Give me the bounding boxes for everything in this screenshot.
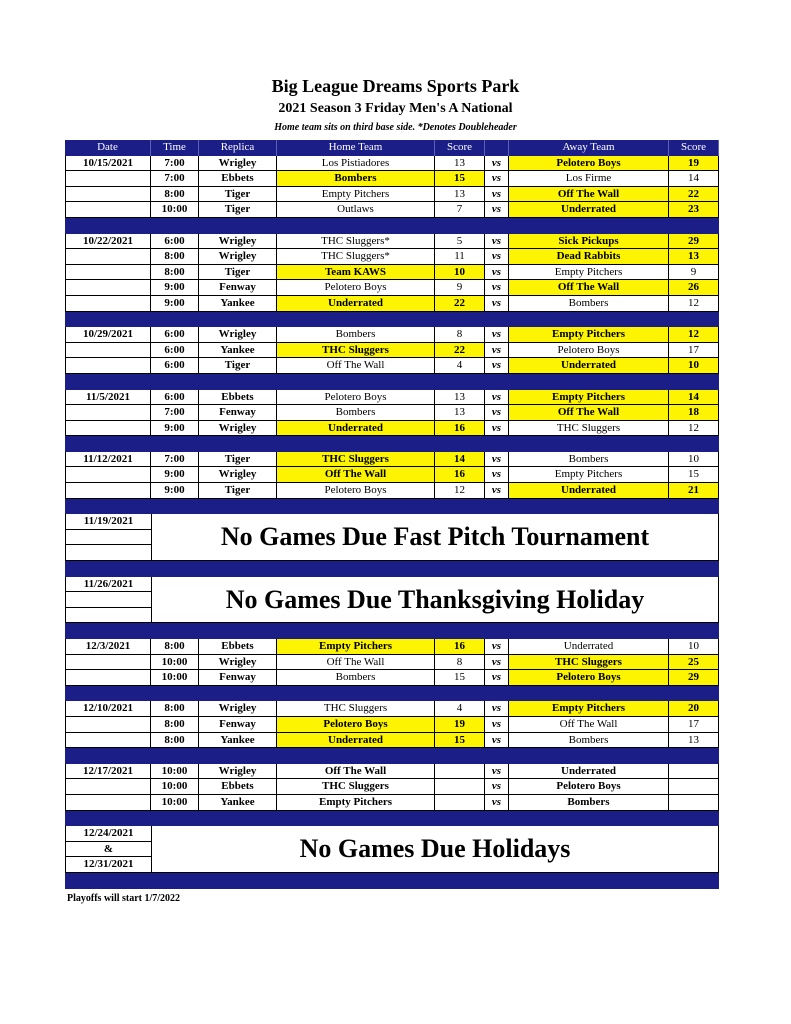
away-score-cell: 12 [669,296,719,312]
vs-label: vs [485,733,509,749]
week-separator [65,623,719,639]
replica-cell: Ebbets [199,390,277,406]
replica-cell: Tiger [199,483,277,499]
home-team-cell: Empty Pitchers [277,639,435,655]
date-cell: 12/10/2021 [65,701,151,717]
home-score-cell: 7 [435,202,485,218]
vs-label: vs [485,670,509,686]
week-separator [65,218,719,234]
away-team-cell: Underrated [509,358,669,374]
schedule-table [65,140,719,889]
time-cell: 6:00 [151,358,199,374]
replica-cell: Wrigley [199,156,277,172]
home-team-cell: THC Sluggers [277,779,435,795]
game-row [65,296,719,312]
away-team-cell: THC Sluggers [509,421,669,437]
time-cell: 6:00 [151,390,199,406]
home-score-cell: 4 [435,358,485,374]
replica-cell: Yankee [199,343,277,359]
time-cell: 10:00 [151,202,199,218]
replica-cell: Wrigley [199,467,277,483]
away-team-cell: Los Firme [509,171,669,187]
vs-label: vs [485,280,509,296]
game-row [65,249,719,265]
game-row [65,343,719,359]
home-team-cell: Off The Wall [277,358,435,374]
date-cell: & [66,842,151,858]
away-score-cell: 17 [669,717,719,733]
vs-label: vs [485,249,509,265]
away-score-cell: 13 [669,249,719,265]
date-cell [65,187,151,203]
home-team-cell: Underrated [277,421,435,437]
time-cell: 10:00 [151,764,199,780]
time-cell: 9:00 [151,467,199,483]
time-cell: 8:00 [151,265,199,281]
time-cell: 9:00 [151,280,199,296]
game-row [65,421,719,437]
away-score-cell: 26 [669,280,719,296]
away-team-cell: Bombers [509,733,669,749]
date-cell: 12/17/2021 [65,764,151,780]
home-team-cell: Off The Wall [277,764,435,780]
no-games-dates [66,514,152,561]
replica-cell: Tiger [199,452,277,468]
away-score-cell: 18 [669,405,719,421]
home-score-cell: 8 [435,327,485,343]
away-team-cell: Pelotero Boys [509,670,669,686]
home-team-cell: Off The Wall [277,467,435,483]
home-score-cell: 13 [435,405,485,421]
date-cell: 11/19/2021 [66,514,151,530]
vs-label: vs [485,358,509,374]
game-row [65,358,719,374]
game-row [65,639,719,655]
away-score-cell: 12 [669,327,719,343]
away-score-cell: 23 [669,202,719,218]
away-score-cell: 9 [669,265,719,281]
replica-cell: Fenway [199,405,277,421]
away-score-cell [669,795,719,811]
date-cell [65,717,151,733]
date-cell [65,249,151,265]
time-cell: 7:00 [151,452,199,468]
time-cell: 6:00 [151,327,199,343]
date-cell [65,296,151,312]
time-cell: 10:00 [151,779,199,795]
no-games-message: No Games Due Thanksgiving Holiday [152,577,718,624]
date-cell: 10/29/2021 [65,327,151,343]
replica-cell: Ebbets [199,779,277,795]
away-team-cell: Empty Pitchers [509,327,669,343]
home-team-cell: Team KAWS [277,265,435,281]
replica-cell: Fenway [199,280,277,296]
vs-label: vs [485,265,509,281]
vs-label: vs [485,296,509,312]
date-cell [65,467,151,483]
home-team-cell: Bombers [277,171,435,187]
home-score-cell: 13 [435,156,485,172]
home-score-cell: 9 [435,280,485,296]
game-row [65,655,719,671]
home-score-cell: 8 [435,655,485,671]
game-row [65,795,719,811]
week-separator [65,499,719,515]
home-score-cell: 19 [435,717,485,733]
away-team-cell: Pelotero Boys [509,779,669,795]
away-team-cell: Sick Pickups [509,234,669,250]
time-cell: 8:00 [151,639,199,655]
vs-label: vs [485,202,509,218]
game-row [65,390,719,406]
date-cell [65,670,151,686]
time-cell: 6:00 [151,234,199,250]
home-score-cell: 12 [435,483,485,499]
time-cell: 7:00 [151,156,199,172]
home-team-cell: Los Pistiadores [277,156,435,172]
vs-label: vs [485,795,509,811]
replica-cell: Tiger [199,187,277,203]
home-team-cell: Pelotero Boys [277,390,435,406]
vs-label: vs [485,655,509,671]
home-team-cell: THC Sluggers* [277,249,435,265]
vs-label: vs [485,467,509,483]
away-team-cell: Pelotero Boys [509,156,669,172]
week-separator [65,374,719,390]
replica-cell: Wrigley [199,234,277,250]
home-team-cell: THC Sluggers [277,452,435,468]
replica-cell: Tiger [199,202,277,218]
no-games-dates [66,577,152,624]
home-team-cell: Pelotero Boys [277,717,435,733]
away-score-cell: 14 [669,390,719,406]
date-cell [65,655,151,671]
date-cell [65,795,151,811]
game-row [65,280,719,296]
away-team-cell: Pelotero Boys [509,343,669,359]
home-score-cell: 16 [435,639,485,655]
vs-label: vs [485,483,509,499]
game-row [65,670,719,686]
game-row [65,701,719,717]
home-score-cell: 15 [435,171,485,187]
game-row [65,779,719,795]
home-team-cell: Pelotero Boys [277,280,435,296]
game-row [65,234,719,250]
replica-cell: Wrigley [199,701,277,717]
replica-cell: Wrigley [199,655,277,671]
away-score-cell: 12 [669,421,719,437]
vs-label: vs [485,779,509,795]
date-cell: 10/22/2021 [65,234,151,250]
home-team-cell: Empty Pitchers [277,795,435,811]
header-home-team: Home Team [277,140,435,156]
page-title: Big League Dreams Sports Park [271,76,520,96]
away-score-cell: 10 [669,358,719,374]
away-score-cell [669,779,719,795]
home-team-cell: Empty Pitchers [277,187,435,203]
vs-label: vs [485,343,509,359]
date-cell: 11/26/2021 [66,577,151,593]
home-score-cell [435,779,485,795]
home-score-cell: 16 [435,421,485,437]
home-score-cell: 11 [435,249,485,265]
schedule-note: Home team sits on third base side. *Denotes Doubleheader [274,122,517,133]
game-row [65,156,719,172]
away-team-cell: Empty Pitchers [509,701,669,717]
date-cell [65,358,151,374]
time-cell: 10:00 [151,795,199,811]
date-cell [65,483,151,499]
away-team-cell: Underrated [509,202,669,218]
header-away-score: Score [669,140,719,156]
away-team-cell: Empty Pitchers [509,390,669,406]
time-cell: 8:00 [151,717,199,733]
away-score-cell [669,764,719,780]
replica-cell: Fenway [199,670,277,686]
away-team-cell: Underrated [509,764,669,780]
away-score-cell: 21 [669,483,719,499]
replica-cell: Yankee [199,795,277,811]
date-cell: 10/15/2021 [65,156,151,172]
time-cell: 8:00 [151,701,199,717]
home-team-cell: THC Sluggers* [277,234,435,250]
away-team-cell: Bombers [509,452,669,468]
game-row [65,467,719,483]
date-cell [65,405,151,421]
date-cell: 12/31/2021 [66,857,151,873]
away-score-cell: 15 [669,467,719,483]
no-games-block [65,577,719,624]
no-games-dates [66,826,152,873]
home-team-cell: Pelotero Boys [277,483,435,499]
vs-label: vs [485,234,509,250]
away-team-cell: Empty Pitchers [509,265,669,281]
header-time: Time [151,140,199,156]
header-vs [485,140,509,156]
away-team-cell: Off The Wall [509,405,669,421]
home-score-cell: 13 [435,187,485,203]
time-cell: 8:00 [151,249,199,265]
home-team-cell: Off The Wall [277,655,435,671]
time-cell: 9:00 [151,421,199,437]
time-cell: 8:00 [151,733,199,749]
vs-label: vs [485,171,509,187]
date-cell [65,265,151,281]
home-team-cell: Underrated [277,296,435,312]
game-row [65,733,719,749]
time-cell: 10:00 [151,655,199,671]
home-score-cell: 16 [435,467,485,483]
header-row [65,140,719,156]
no-games-block [65,514,719,561]
replica-cell: Tiger [199,265,277,281]
vs-label: vs [485,390,509,406]
away-score-cell: 29 [669,670,719,686]
replica-cell: Tiger [199,358,277,374]
away-team-cell: Dead Rabbits [509,249,669,265]
away-score-cell: 14 [669,171,719,187]
replica-cell: Ebbets [199,639,277,655]
game-row [65,483,719,499]
home-team-cell: Underrated [277,733,435,749]
date-cell: 12/24/2021 [66,826,151,842]
vs-label: vs [485,421,509,437]
vs-label: vs [485,717,509,733]
home-score-cell [435,764,485,780]
header-replica: Replica [199,140,277,156]
home-score-cell: 5 [435,234,485,250]
page-subtitle: 2021 Season 3 Friday Men's A National [278,101,513,116]
home-score-cell: 15 [435,733,485,749]
home-score-cell: 22 [435,296,485,312]
replica-cell: Yankee [199,296,277,312]
time-cell: 8:00 [151,187,199,203]
header-date: Date [65,140,151,156]
away-score-cell: 19 [669,156,719,172]
no-games-message: No Games Due Fast Pitch Tournament [152,514,718,561]
replica-cell: Wrigley [199,327,277,343]
time-cell: 7:00 [151,171,199,187]
week-separator [65,748,719,764]
replica-cell: Ebbets [199,171,277,187]
date-cell: 12/3/2021 [65,639,151,655]
home-score-cell [435,795,485,811]
time-cell: 9:00 [151,483,199,499]
home-team-cell: Outlaws [277,202,435,218]
home-team-cell: Bombers [277,327,435,343]
game-row [65,717,719,733]
vs-label: vs [485,405,509,421]
home-team-cell: THC Sluggers [277,343,435,359]
date-cell [65,280,151,296]
header-home-score: Score [435,140,485,156]
week-separator [65,873,719,889]
away-score-cell: 17 [669,343,719,359]
game-row [65,327,719,343]
date-cell: 11/12/2021 [65,452,151,468]
week-separator [65,436,719,452]
date-cell [65,171,151,187]
vs-label: vs [485,187,509,203]
replica-cell: Fenway [199,717,277,733]
date-cell [65,421,151,437]
vs-label: vs [485,764,509,780]
date-cell [65,733,151,749]
away-score-cell: 13 [669,733,719,749]
date-cell [66,530,151,546]
vs-label: vs [485,156,509,172]
vs-label: vs [485,639,509,655]
no-games-block [65,826,719,873]
week-separator [65,561,719,577]
game-row [65,265,719,281]
home-score-cell: 22 [435,343,485,359]
week-separator [65,811,719,827]
home-score-cell: 10 [435,265,485,281]
home-team-cell: THC Sluggers [277,701,435,717]
game-row [65,764,719,780]
home-score-cell: 14 [435,452,485,468]
replica-cell: Yankee [199,733,277,749]
vs-label: vs [485,452,509,468]
time-cell: 10:00 [151,670,199,686]
game-row [65,452,719,468]
home-score-cell: 4 [435,701,485,717]
date-cell [66,608,151,624]
date-cell [65,779,151,795]
away-team-cell: Bombers [509,296,669,312]
away-score-cell: 20 [669,701,719,717]
away-score-cell: 22 [669,187,719,203]
date-cell [65,343,151,359]
away-score-cell: 25 [669,655,719,671]
away-score-cell: 10 [669,639,719,655]
away-team-cell: Underrated [509,639,669,655]
away-team-cell: Off The Wall [509,280,669,296]
home-score-cell: 15 [435,670,485,686]
time-cell: 9:00 [151,296,199,312]
header-away-team: Away Team [509,140,669,156]
week-separator [65,312,719,328]
replica-cell: Wrigley [199,249,277,265]
game-row [65,405,719,421]
date-cell: 11/5/2021 [65,390,151,406]
home-team-cell: Bombers [277,405,435,421]
away-team-cell: Empty Pitchers [509,467,669,483]
away-score-cell: 29 [669,234,719,250]
date-cell [66,592,151,608]
replica-cell: Wrigley [199,421,277,437]
time-cell: 7:00 [151,405,199,421]
date-cell [65,202,151,218]
game-row [65,202,719,218]
no-games-message: No Games Due Holidays [152,826,718,873]
away-team-cell: THC Sluggers [509,655,669,671]
away-team-cell: Off The Wall [509,187,669,203]
away-team-cell: Underrated [509,483,669,499]
week-separator [65,686,719,702]
playoffs-note: Playoffs will start 1/7/2022 [67,893,181,904]
date-cell [66,545,151,561]
vs-label: vs [485,701,509,717]
away-team-cell: Bombers [509,795,669,811]
away-score-cell: 10 [669,452,719,468]
replica-cell: Wrigley [199,764,277,780]
away-team-cell: Off The Wall [509,717,669,733]
game-row [65,187,719,203]
game-row [65,171,719,187]
time-cell: 6:00 [151,343,199,359]
vs-label: vs [485,327,509,343]
home-score-cell: 13 [435,390,485,406]
home-team-cell: Bombers [277,670,435,686]
